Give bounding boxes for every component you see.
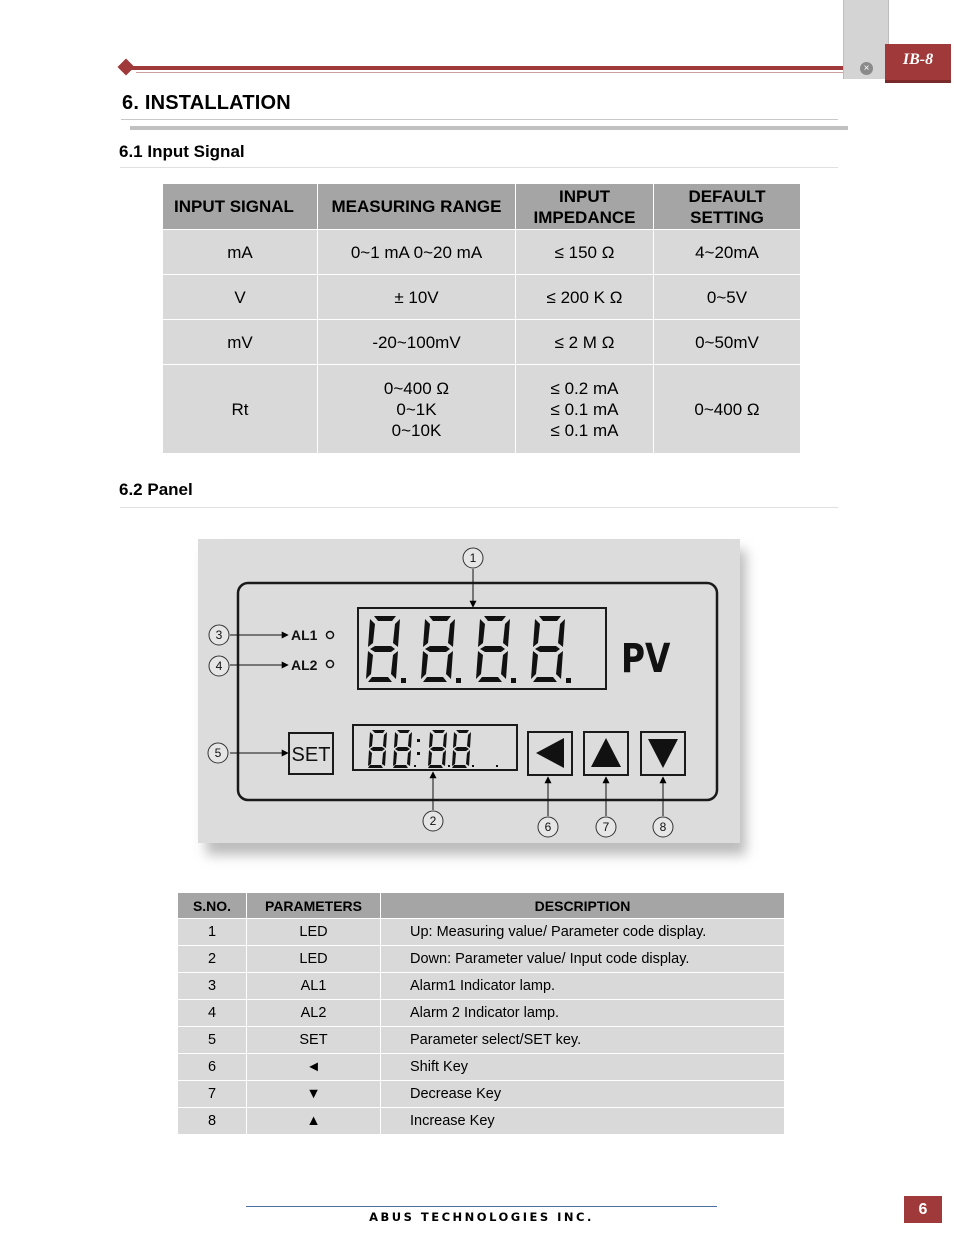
- table-cell: 8: [178, 1108, 247, 1135]
- section-rule-thick: [130, 126, 848, 130]
- footer-company: ABUS TECHNOLOGIES INC.: [369, 1210, 594, 1224]
- callout-2: [423, 811, 443, 831]
- callout-4: [209, 656, 229, 676]
- section-rule: [121, 119, 838, 120]
- table-cell: [318, 365, 516, 454]
- decrease-key[interactable]: [641, 732, 685, 775]
- table-cell: 6: [178, 1054, 247, 1081]
- table-cell: mA: [163, 230, 318, 275]
- header-rule: [126, 66, 844, 70]
- impedance-line: ≤ 0.2 mA: [550, 378, 619, 398]
- table-row: [178, 946, 785, 973]
- table-cell: Up: Measuring value/ Parameter code display.: [381, 919, 785, 946]
- table-row: [163, 275, 801, 320]
- table-cell: Parameter select/SET key.: [381, 1027, 785, 1054]
- al2-lamp: [327, 661, 334, 668]
- table-cell: Decrease Key: [381, 1081, 785, 1108]
- column-header: DEFAULT SETTING: [654, 184, 801, 230]
- parameters-table: [177, 892, 785, 1135]
- column-header: INPUT IMPEDANCE: [516, 184, 654, 230]
- table-cell: 0~5V: [654, 275, 801, 320]
- range-line: 0~400 Ω: [383, 378, 450, 398]
- panel-diagram: [198, 539, 740, 843]
- table-cell: ▲: [247, 1108, 381, 1135]
- callout-6: [538, 817, 558, 837]
- section-title: 6. INSTALLATION: [122, 92, 291, 114]
- table-cell: 4: [178, 1000, 247, 1027]
- shift-key[interactable]: [528, 732, 572, 775]
- svg-text:2: 2: [429, 814, 437, 828]
- table-cell: 1: [178, 919, 247, 946]
- table-cell: Down: Parameter value/ Input code display.: [381, 946, 785, 973]
- footer-rule: [246, 1206, 717, 1207]
- svg-text:5: 5: [214, 746, 222, 760]
- svg-text:6: 6: [544, 820, 552, 834]
- table-cell: ≤ 2 M Ω: [516, 320, 654, 365]
- table-cell: SET: [247, 1027, 381, 1054]
- table-row: [163, 320, 801, 365]
- increase-key[interactable]: [584, 732, 628, 775]
- table-cell: 0~50mV: [654, 320, 801, 365]
- panel-rule: [120, 507, 838, 508]
- table-row: [178, 1027, 785, 1054]
- range-line: 0~1K: [396, 399, 437, 419]
- table-cell: -20~100mV: [318, 320, 516, 365]
- table-cell: 0~400 Ω: [654, 365, 801, 454]
- table-cell: Rt: [163, 365, 318, 454]
- svg-text:4: 4: [215, 659, 223, 673]
- table-cell: 3: [178, 973, 247, 1000]
- table-header-row: [163, 184, 801, 230]
- al1-lamp: [327, 632, 334, 639]
- callout-5: [208, 743, 228, 763]
- callout-8: [653, 817, 673, 837]
- table-cell: LED: [247, 946, 381, 973]
- impedance-line: ≤ 0.1 mA: [550, 399, 619, 419]
- table-cell: ▼: [247, 1081, 381, 1108]
- input-signal-rule: [120, 167, 838, 168]
- page-number: 6: [904, 1196, 942, 1223]
- table-cell: AL1: [247, 973, 381, 1000]
- set-key-label: SET: [291, 744, 331, 766]
- table-cell: AL2: [247, 1000, 381, 1027]
- table-header-row: [178, 893, 785, 919]
- table-cell: Increase Key: [381, 1108, 785, 1135]
- table-cell: 4~20mA: [654, 230, 801, 275]
- table-cell: ≤ 200 K Ω: [516, 275, 654, 320]
- svg-text:7: 7: [602, 820, 610, 834]
- document-code-badge: IB-8: [885, 44, 951, 83]
- table-cell: Alarm 2 Indicator lamp.: [381, 1000, 785, 1027]
- table-row: [178, 973, 785, 1000]
- table-cell: 2: [178, 946, 247, 973]
- table-row: [163, 230, 801, 275]
- table-cell: ◄: [247, 1054, 381, 1081]
- table-row: [178, 1108, 785, 1135]
- table-row: [178, 1000, 785, 1027]
- lower-seven-segment-display: [368, 730, 498, 768]
- table-cell: ≤ 150 Ω: [516, 230, 654, 275]
- table-cell: LED: [247, 919, 381, 946]
- al2-label: AL2: [291, 657, 318, 673]
- up-triangle-icon: [591, 738, 621, 767]
- panel-heading: 6.2 Panel: [119, 480, 193, 499]
- table-cell: 5: [178, 1027, 247, 1054]
- table-row: [178, 1054, 785, 1081]
- callout-7: [596, 817, 616, 837]
- pv-label: PV: [621, 634, 671, 682]
- al1-label: AL1: [291, 627, 318, 643]
- table-row: [163, 365, 801, 454]
- table-cell: 7: [178, 1081, 247, 1108]
- header-rule-thin: [136, 72, 844, 73]
- table-cell: [516, 365, 654, 454]
- close-icon: ×: [860, 62, 873, 75]
- column-header: DESCRIPTION: [381, 893, 785, 919]
- down-triangle-icon: [648, 739, 678, 768]
- svg-text:3: 3: [215, 628, 223, 642]
- main-seven-segment-display: [366, 616, 571, 683]
- table-cell: mV: [163, 320, 318, 365]
- input-signal-heading: 6.1 Input Signal: [119, 142, 245, 161]
- column-header: INPUT SIGNAL: [163, 184, 318, 230]
- svg-text:8: 8: [659, 820, 667, 834]
- shift-left-icon: [536, 738, 564, 768]
- impedance-line: ≤ 0.1 mA: [550, 420, 619, 440]
- table-cell: Shift Key: [381, 1054, 785, 1081]
- table-cell: ± 10V: [318, 275, 516, 320]
- table-cell: V: [163, 275, 318, 320]
- callout-1: [463, 548, 483, 568]
- table-cell: Alarm1 Indicator lamp.: [381, 973, 785, 1000]
- set-button[interactable]: [289, 733, 333, 774]
- table-cell: 0~1 mA 0~20 mA: [318, 230, 516, 275]
- table-row: [178, 1081, 785, 1108]
- column-header: MEASURING RANGE: [318, 184, 516, 230]
- table-row: [178, 919, 785, 946]
- callout-3: [209, 625, 229, 645]
- range-line: 0~10K: [391, 420, 442, 440]
- column-header: S.NO.: [178, 893, 247, 919]
- input-signal-table: [162, 183, 801, 454]
- svg-text:1: 1: [469, 551, 477, 565]
- column-header: PARAMETERS: [247, 893, 381, 919]
